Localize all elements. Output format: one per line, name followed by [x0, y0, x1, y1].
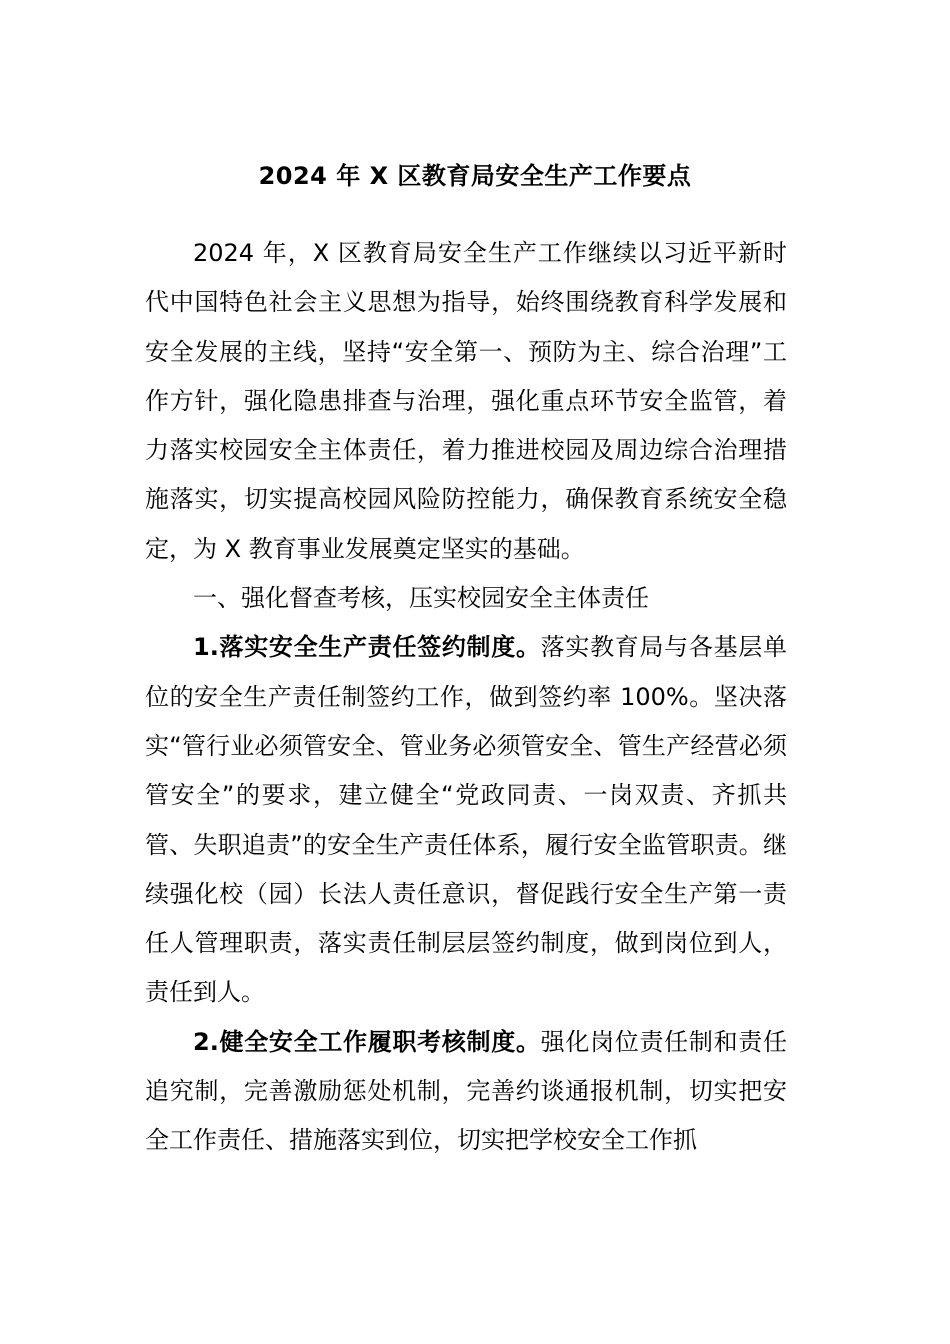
- item-text-2: 强化岗位责任制和责任追究制，完善激励惩处机制，完善约谈通报机制，切实把安全工作责任、措施落实到位，切实把学校安全工作抓: [145, 1027, 787, 1155]
- document-title: 2024 年 X 区教育局安全生产工作要点: [258, 162, 692, 190]
- item-text-1: 落实教育局与各基层单位的安全生产责任制签约工作，做到签约率 100%。坚决落实“管行业必须管安全、管业务必须管安全、管生产经营必须管安全”的要求，建立健全“党政同责、一岗双责、齐抓共管、失职追责”的安全生产责任体系，履行安全监管职责。继续强化校（园）长法人责任意识，督促践行安全生产第一责任人管理职责，落实责任制层层签约制度，做到岗位到人，责任到人。: [145, 633, 787, 1007]
- section-heading: 一、强化督查考核，压实校园安全主体责任: [193, 584, 649, 613]
- intro-paragraph: 2024 年，X 区教育局安全生产工作继续以习近平新时代中国特色社会主义思想为指导，始终围绕教育科学发展和安全发展的主线，坚持“安全第一、预防为主、综合治理”工作方针，强化隐患排查与治理，强化重点环节安全监管，着力落实校园安全主体责任，着力推进校园及周边综合治理措施落实，切实提高校园风险防控能力，确保教育系统安全稳定，为 X 教育事业发展奠定坚实的基础。: [145, 239, 787, 563]
- item-lead-2: 2.健全安全工作履职考核制度。: [193, 1027, 541, 1056]
- document-body: [145, 229, 787, 1166]
- item-lead-1: 1.落实安全生产责任签约制度。: [193, 633, 541, 662]
- item-paragraph-1: [145, 623, 787, 1017]
- item-paragraph-2: [145, 1018, 787, 1166]
